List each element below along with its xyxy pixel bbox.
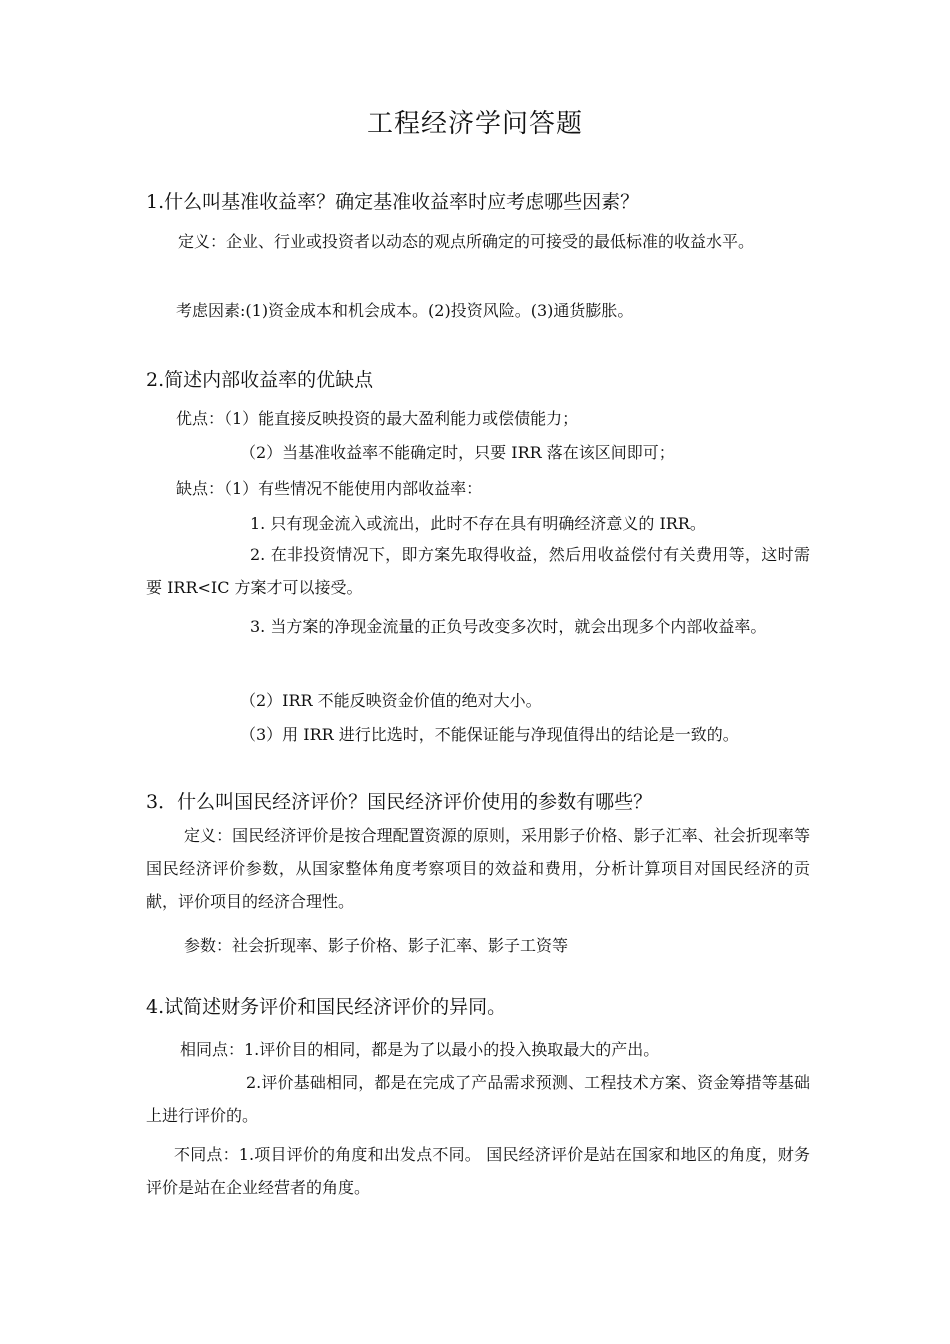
q2-disadvantage-1b: 2. 在非投资情况下，即方案先取得收益，然后用收益偿付有关费用等，这时需要 IRR<IC 方案才可以接受。 xyxy=(146,545,810,597)
q1-definition: 定义：企业、行业或投资者以动态的观点所确定的可接受的最低标准的收益水平。 xyxy=(178,232,755,251)
question-2-heading: 2.简述内部收益率的优缺点 xyxy=(146,369,374,391)
q2-disadvantage-2: （2）IRR 不能反映资金价值的绝对大小。 xyxy=(240,691,542,710)
question-3-heading: 3．什么叫国民经济评价？国民经济评价使用的参数有哪些？ xyxy=(146,791,653,813)
q2-disadvantage-3: （3）用 IRR 进行比选时，不能保证能与净现值得出的结论是一致的。 xyxy=(240,725,739,744)
q4-difference-1: 不同点：1.项目评价的角度和出发点不同。 国民经济评价是站在国家和地区的角度，财务评价是站在企业经营者的角度。 xyxy=(146,1145,810,1197)
q4-similarity-1: 相同点：1.评价目的相同，都是为了以最小的投入换取最大的产出。 xyxy=(180,1040,660,1059)
q2-advantage-1: 优点：（1）能直接反映投资的最大盈利能力或偿债能力； xyxy=(176,409,579,428)
q2-disadvantage-1: 缺点：（1）有些情况不能使用内部收益率： xyxy=(176,479,483,498)
question-4-heading: 4.试简述财务评价和国民经济评价的异同。 xyxy=(146,996,507,1018)
q1-factors: 考虑因素:(1)资金成本和机会成本。(2)投资风险。(3)通货膨胀。 xyxy=(176,301,634,320)
q3-definition: 定义：国民经济评价是按合理配置资源的原则，采用影子价格、影子汇率、社会折现率等国民经济评价参数，从国家整体角度考察项目的效益和费用，分析计算项目对国民经济的贡献，评价项目的经济合理性。 xyxy=(146,826,810,911)
document-title: 工程经济学问答题 xyxy=(366,109,583,139)
question-1-heading: 1.什么叫基准收益率？确定基准收益率时应考虑哪些因素？ xyxy=(146,191,640,213)
q3-parameters: 参数：社会折现率、影子价格、影子汇率、影子工资等 xyxy=(184,936,569,955)
q4-similarity-2: 2.评价基础相同，都是在完成了产品需求预测、工程技术方案、资金筹措等基础上进行评价的。 xyxy=(146,1073,810,1125)
q2-disadvantage-1a: 1. 只有现金流入或流出，此时不存在具有明确经济意义的 IRR。 xyxy=(250,514,706,533)
q2-advantage-2: （2）当基准收益率不能确定时，只要 IRR 落在该区间即可； xyxy=(240,443,675,462)
q2-disadvantage-1c: 3. 当方案的净现金流量的正负号改变多次时，就会出现多个内部收益率。 xyxy=(250,617,767,636)
